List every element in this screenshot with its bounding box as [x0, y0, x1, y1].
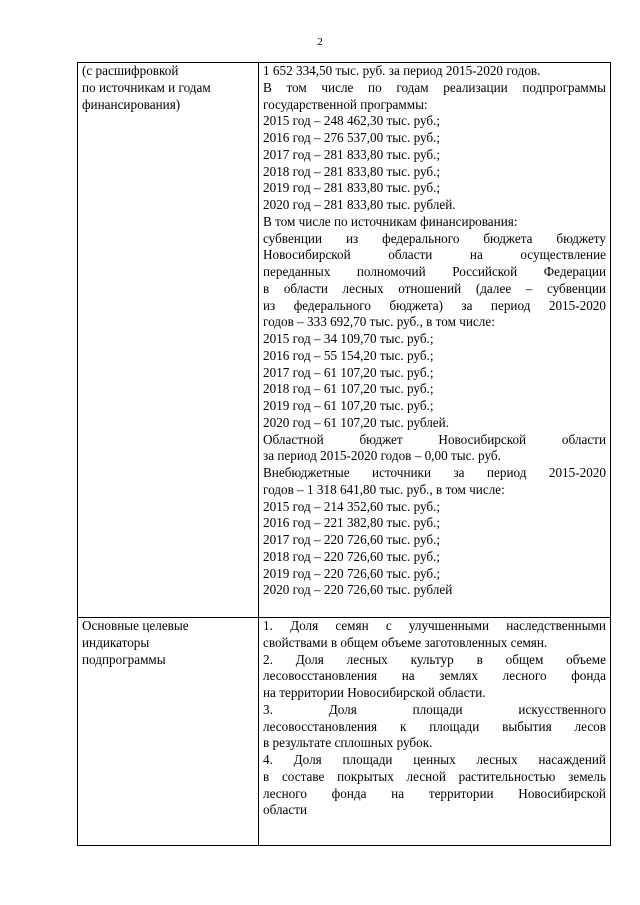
funding-text-line: за период 2015-2020 годов – 0,00 тыс. руб.: [263, 448, 501, 464]
indicator-text-line: в составе покрытых лесной растительностью земель: [263, 768, 606, 784]
indicator-text-line: на территории Новосибирской области.: [263, 685, 486, 700]
indicators-label-line: Основные целевые: [82, 618, 189, 633]
funding-label-cell: [78, 63, 259, 618]
indicator-text-line: области: [263, 802, 308, 818]
funding-text-line: Областной бюджет Новосибирской области: [263, 431, 606, 447]
funding-text-line: 2016 год – 55 154,20 тыс. руб.;: [263, 347, 434, 363]
funding-text-line: годов – 1 318 641,80 тыс. руб., в том числе:: [263, 481, 505, 497]
funding-text-line: 2016 год – 276 537,00 тыс. руб.;: [263, 130, 441, 145]
indicator-text-line: 2. Доля лесных культур в общем объеме: [263, 651, 606, 667]
funding-text-line: 2020 год – 61 107,20 тыс. рублей.: [263, 414, 449, 430]
funding-text-line: субвенции из федерального бюджета бюджету: [263, 230, 606, 246]
indicator-text-line: 4. Доля площади ценных лесных насаждений: [263, 752, 606, 767]
table-row-indicators: [78, 618, 611, 846]
indicator-text-line: лесовосстановления на землях лесного фонда: [263, 668, 606, 684]
funding-label-line: финансирования): [82, 96, 181, 112]
funding-text-line: годов – 333 692,70 тыс. руб., в том числе:: [263, 314, 495, 330]
funding-label-line: (с расшифровкой: [82, 63, 179, 78]
passport-table: [77, 62, 611, 846]
funding-text-line: 2019 год – 61 107,20 тыс. руб.;: [263, 398, 434, 413]
funding-text-line: 2018 год – 220 726,60 тыс. руб.;: [263, 548, 441, 564]
funding-text-line: 2015 год – 248 462,30 тыс. руб.;: [263, 113, 441, 129]
funding-text-line: 2017 год – 281 833,80 тыс. руб.;: [263, 146, 441, 162]
funding-label-line: по источникам и годам: [82, 79, 211, 95]
funding-text-cell: [259, 63, 611, 618]
funding-text-line: Новосибирской области на осуществление: [263, 247, 606, 263]
indicator-text-line: лесного фонда на территории Новосибирской: [263, 785, 606, 801]
indicator-text-line: свойствами в общем объеме заготовленных семян.: [263, 634, 548, 650]
funding-text-line: переданных полномочий Российской Федерации: [263, 264, 606, 279]
funding-text-line: 2015 год – 34 109,70 тыс. руб.;: [263, 331, 434, 346]
indicators-text-cell: [259, 618, 611, 846]
table-row-funding: [78, 63, 611, 618]
funding-text-line: 2020 год – 281 833,80 тыс. рублей.: [263, 197, 456, 212]
indicators-label-line: индикаторы: [82, 634, 150, 650]
indicator-text-line: 1. Доля семян с улучшенными наследственными: [263, 618, 606, 633]
page-number: 2: [317, 36, 323, 48]
funding-text-line: В том числе по годам реализации подпрограммы: [263, 79, 606, 95]
funding-text-line: 2018 год – 61 107,20 тыс. руб.;: [263, 381, 434, 397]
indicator-text-line: лесовосстановления к площади выбытия лесов: [263, 718, 606, 734]
indicators-label-cell: [78, 618, 259, 846]
funding-text-line: в области лесных отношений (далее – субвенции: [263, 280, 606, 296]
funding-text-line: 1 652 334,50 тыс. руб. за период 2015-2020 годов.: [263, 63, 541, 78]
funding-text-line: 2018 год – 281 833,80 тыс. руб.;: [263, 163, 441, 179]
funding-text-line: 2015 год – 214 352,60 тыс. руб.;: [263, 498, 441, 514]
funding-text-line: 2016 год – 221 382,80 тыс. руб.;: [263, 515, 441, 531]
funding-text-line: 2019 год – 281 833,80 тыс. руб.;: [263, 180, 441, 196]
funding-text-line: Внебюджетные источники за период 2015-2020: [263, 465, 606, 480]
funding-text-line: государственной программы:: [263, 96, 428, 112]
funding-text-line: 2017 год – 61 107,20 тыс. руб.;: [263, 364, 434, 380]
indicator-text-line: в результате сплошных рубок.: [263, 735, 433, 751]
indicators-label-line: подпрограммы: [82, 651, 166, 667]
funding-text-line: 2017 год – 220 726,60 тыс. руб.;: [263, 532, 441, 547]
funding-text-line: из федерального бюджета) за период 2015-2020: [263, 297, 606, 313]
funding-text-line: 2020 год – 220 726,60 тыс. рублей: [263, 582, 453, 598]
funding-text-line: В том числе по источникам финансирования:: [263, 213, 518, 229]
indicator-text-line: 3. Доля площади искусственного: [263, 701, 606, 717]
funding-text-line: 2019 год – 220 726,60 тыс. руб.;: [263, 565, 441, 581]
